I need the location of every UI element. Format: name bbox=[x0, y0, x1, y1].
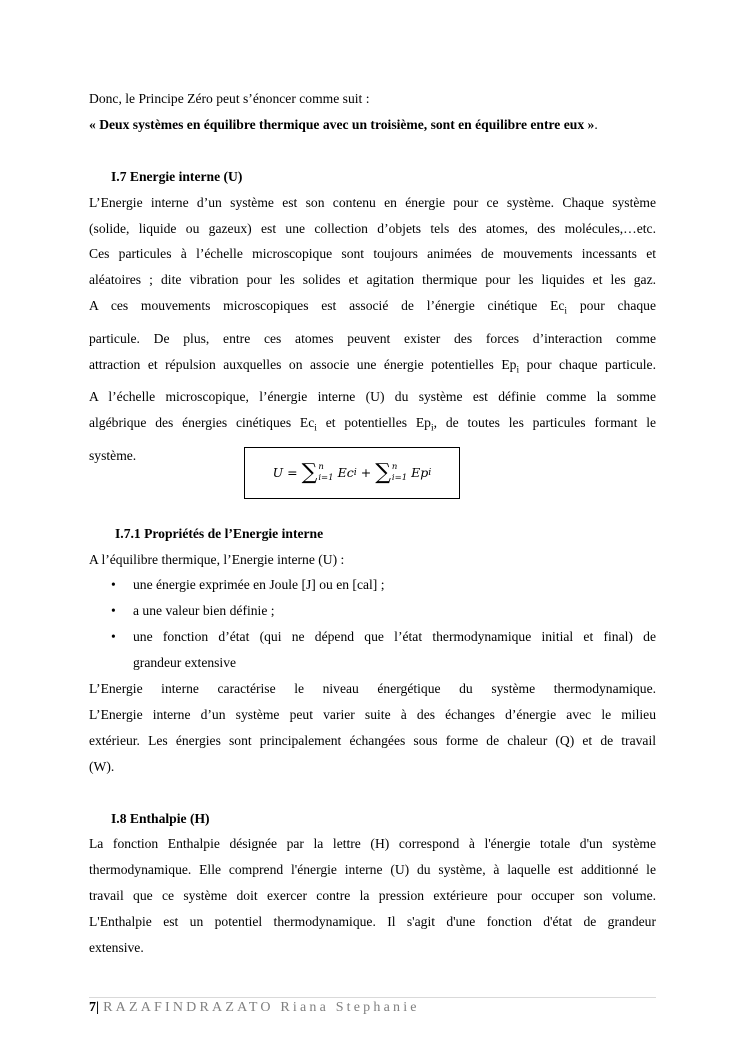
paragraph-line: travail que ce système doit exercer contre la pression extérieure pour occuper son volume. bbox=[89, 888, 656, 904]
sigma-symbol: ∑ bbox=[375, 460, 391, 486]
heading-i8: I.8 Enthalpie (H) bbox=[111, 810, 210, 826]
sum-limits bbox=[392, 462, 407, 484]
spacer bbox=[89, 138, 656, 164]
paragraph-line: (W). bbox=[89, 758, 115, 774]
bullet-icon: • bbox=[111, 629, 116, 645]
paragraph-line: L’Energie interne d’un système est son contenu en énergie pour ce système. Chaque système bbox=[89, 194, 656, 210]
subscript: i bbox=[314, 424, 317, 435]
paragraph-line: L'Enthalpie est un potentiel thermodynamique. Il s'agit d'une fonction d'état de grandeur bbox=[89, 914, 656, 930]
text-run: pour chaque particule. bbox=[519, 356, 656, 372]
internal-energy-formula bbox=[244, 447, 460, 499]
paragraph-line: (solide, liquide ou gazeux) est une collection d’objets tels des atomes, des molécules,…etc. bbox=[89, 220, 656, 236]
paragraph-line bbox=[89, 352, 656, 385]
list-item-text: une fonction d’état (qui ne dépend que l’état thermodynamique initial et final) de bbox=[133, 629, 656, 645]
list-item bbox=[89, 598, 656, 624]
sum-lower: i=1 bbox=[318, 472, 334, 483]
formula-equals: = bbox=[283, 465, 302, 481]
formula-plus: + bbox=[356, 465, 376, 481]
paragraph-line: A l’équilibre thermique, l’Energie interne (U) : bbox=[89, 551, 345, 567]
page-content bbox=[89, 86, 656, 961]
subscript: i bbox=[564, 306, 568, 317]
page-footer bbox=[89, 998, 420, 1018]
page-number: 7 bbox=[89, 1000, 96, 1015]
list-item-text: une énergie exprimée en Joule [J] ou en [cal] ; bbox=[133, 577, 385, 593]
heading-i71: I.7.1 Propriétés de l’Energie interne bbox=[115, 525, 324, 541]
paragraph-line: système. bbox=[89, 447, 137, 463]
text-run: algébrique des énergies cinétiques Ec bbox=[89, 415, 315, 431]
paragraph-line: particule. De plus, entre ces atomes peuvent exister des forces d’interaction comme bbox=[89, 330, 656, 346]
zeroth-principle-statement bbox=[89, 112, 656, 138]
formula-term-ep: Ep bbox=[411, 465, 429, 481]
sum-lower: i=1 bbox=[391, 472, 408, 483]
list-item-text: a une valeur bien définie ; bbox=[133, 603, 275, 619]
paragraph-line bbox=[89, 293, 656, 326]
properties-list bbox=[89, 572, 656, 676]
list-item bbox=[89, 572, 656, 598]
list-item bbox=[89, 624, 656, 676]
bullet-icon: • bbox=[111, 577, 116, 593]
text-run: A ces mouvements microscopiques est associé de l’énergie cinétique Ec bbox=[89, 298, 565, 314]
footer-separator: | bbox=[96, 1000, 100, 1015]
formula-row bbox=[89, 443, 656, 486]
text-run: , de toutes les particules formant le bbox=[433, 415, 656, 431]
sum-upper: n bbox=[391, 461, 398, 472]
paragraph-line bbox=[89, 410, 656, 443]
paragraph-line: aléatoires ; dite vibration pour les solides et agitation thermique pour les liquides et les gaz. bbox=[89, 272, 656, 288]
formula-lhs: U bbox=[272, 465, 284, 481]
text-run: pour chaque bbox=[567, 298, 656, 314]
spacer bbox=[89, 780, 656, 806]
principle-text: « Deux systèmes en équilibre thermique avec un troisième, sont en équilibre entre eux » bbox=[89, 116, 595, 132]
sum-limits bbox=[318, 462, 333, 484]
paragraph-line: Ces particules à l’échelle microscopique sont toujours animées de mouvements incessants et bbox=[89, 246, 656, 262]
principle-end: . bbox=[594, 116, 598, 132]
sigma-symbol: ∑ bbox=[301, 460, 318, 486]
paragraph-line: extensive. bbox=[89, 940, 144, 956]
heading-i7: I.7 Energie interne (U) bbox=[111, 168, 243, 184]
bullet-icon: • bbox=[111, 603, 116, 619]
subscript: i bbox=[430, 424, 434, 435]
footer-author: RAZAFINDRAZATO Riana Stephanie bbox=[103, 1000, 420, 1015]
subscript: i bbox=[353, 467, 357, 479]
subscript: i bbox=[516, 365, 520, 376]
intro-line: Donc, le Principe Zéro peut s’énoncer comme suit : bbox=[89, 91, 370, 106]
list-item-text: grandeur extensive bbox=[133, 655, 237, 671]
paragraph-line: L’Energie interne d’un système peut varier suite à des échanges d’énergie avec le milieu bbox=[89, 706, 656, 722]
paragraph-line: thermodynamique. Elle comprend l'énergie interne (U) du système, à laquelle est additionné le bbox=[89, 862, 656, 878]
paragraph-line: La fonction Enthalpie désignée par la lettre (H) correspond à l'énergie totale d'un système bbox=[89, 836, 656, 852]
formula-term-ec: Ec bbox=[337, 465, 354, 481]
paragraph-line: L’Energie interne caractérise le niveau énergétique du système thermodynamique. bbox=[89, 681, 656, 697]
text-run: et potentielles Ep bbox=[316, 415, 431, 431]
text-run: attraction et répulsion auxquelles on associe une énergie potentielles Ep bbox=[89, 356, 517, 372]
sum-upper: n bbox=[318, 461, 324, 472]
subscript: i bbox=[428, 467, 432, 479]
paragraph-line: extérieur. Les énergies sont principalement échangées sous forme de chaleur (Q) et de travail bbox=[89, 732, 656, 748]
paragraph-line: A l’échelle microscopique, l’énergie interne (U) du système est définie comme la somme bbox=[89, 389, 656, 405]
